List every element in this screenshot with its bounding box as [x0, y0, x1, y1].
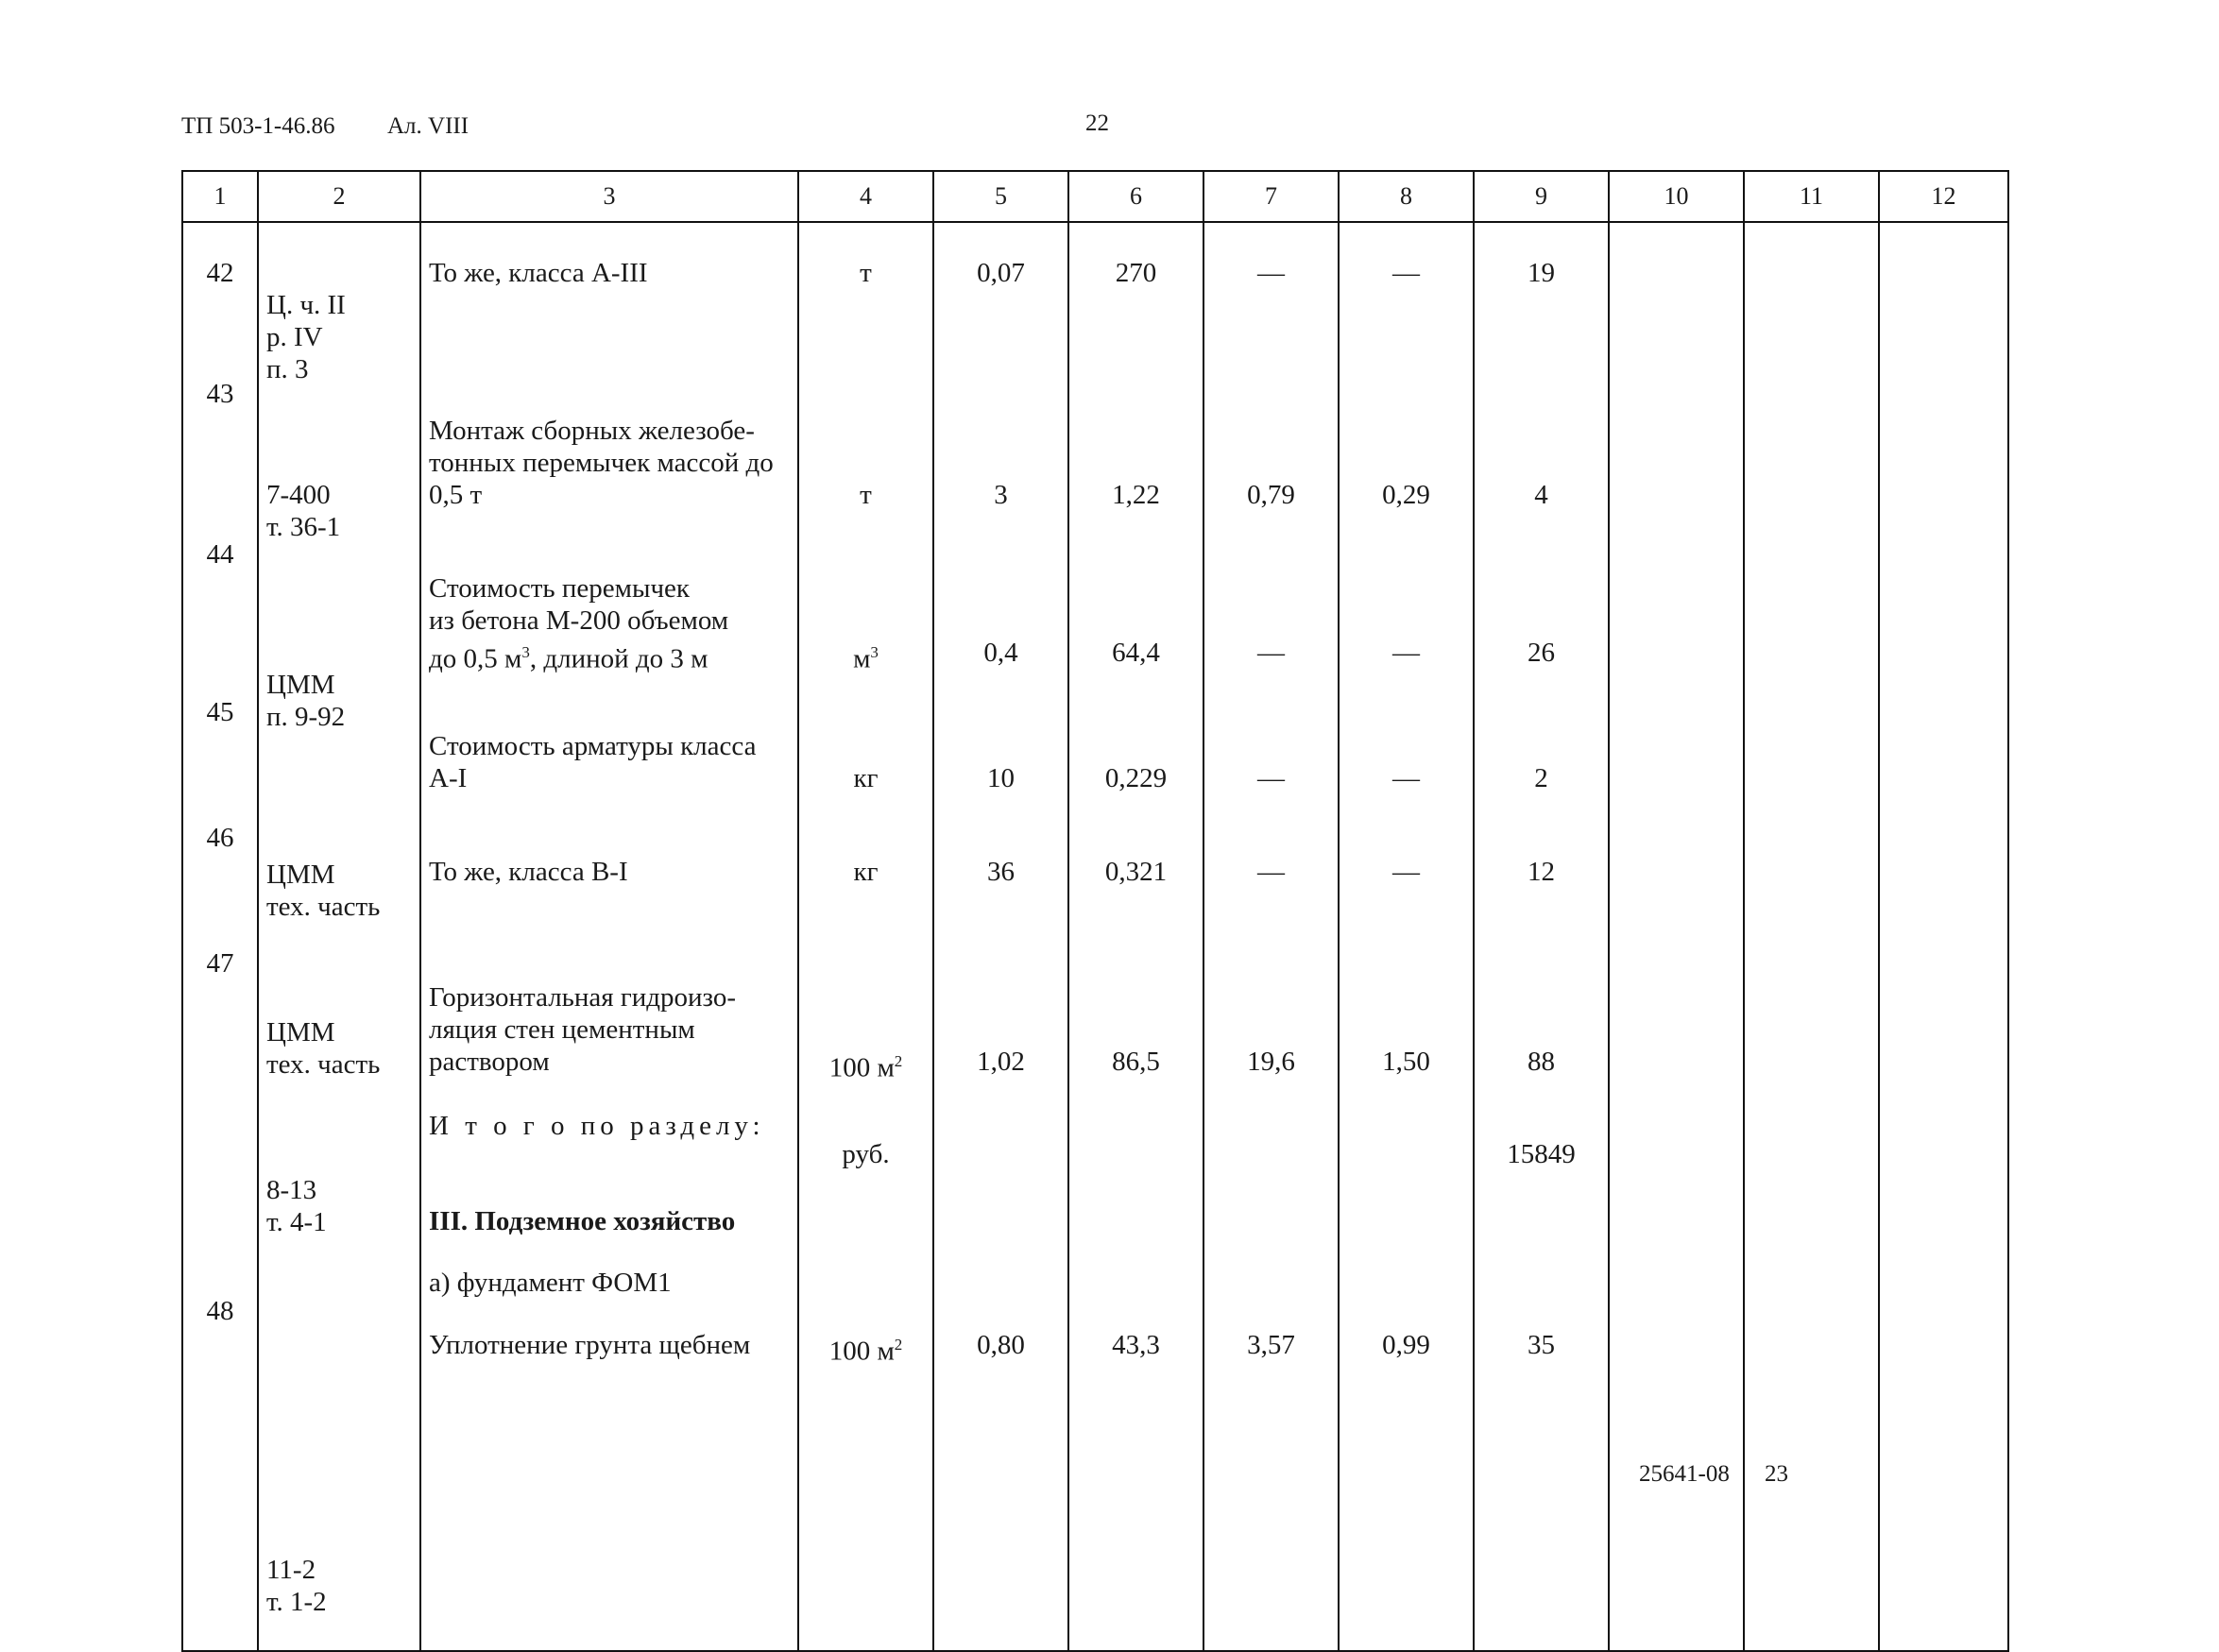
norm-reference: ЦММ тех. часть [266, 1017, 381, 1080]
norm-reference: Ц. ч. II р. IV п. 3 [266, 290, 346, 384]
section-total-label: И т о г о по разделу: [429, 1111, 765, 1141]
column-7 [1203, 222, 1339, 1651]
table-body-row [182, 222, 2008, 1651]
album-sheet: Ал. VIII [387, 113, 469, 139]
document-code: ТП 503-1-46.86 [181, 113, 335, 139]
norm-reference: 7-400 т. 36-1 [266, 480, 341, 542]
column-header: 6 [1068, 171, 1203, 222]
footer-code: 25641-08 [1639, 1461, 1730, 1487]
cell-value: — [1257, 258, 1285, 288]
work-description: Стоимость арматуры класса А-I [429, 731, 757, 793]
column-11 [1744, 222, 1879, 1651]
row-number: 46 [206, 823, 234, 853]
footer-page-number: 23 [1765, 1461, 1788, 1487]
column-9 [1474, 222, 1609, 1651]
subsection-title: а) фундамент ФОМ1 [429, 1268, 672, 1298]
norm-reference: 8-13 т. 4-1 [266, 1175, 327, 1237]
norm-reference: ЦММ тех. часть [266, 860, 381, 922]
cell-value: 35 [1528, 1330, 1555, 1360]
unit: 100 $м^2$ [828, 1336, 903, 1367]
norm-reference: ЦММ п. 9-92 [266, 670, 346, 732]
cell-value: — [1392, 638, 1420, 668]
column-header: 2 [258, 171, 420, 222]
unit: т [860, 480, 872, 510]
cell-value: 10 [987, 763, 1015, 793]
cell-value: 19 [1528, 258, 1555, 288]
work-description: Стоимость перемычек из бетона М-200 объемом до 0,5 $м^3$, длиной до 3 м [429, 573, 729, 674]
cell-value: 3 [994, 480, 1008, 510]
cell-value: 0,229 [1104, 763, 1168, 793]
column-header: 7 [1203, 171, 1339, 222]
cell-value: 0,29 [1382, 480, 1430, 510]
cell-value: 1,02 [977, 1047, 1025, 1077]
cell-value: 36 [987, 857, 1015, 887]
work-description: Горизонтальная гидроизо- ляция стен цементным раствором [429, 982, 737, 1077]
work-description: То же, класса А-III [429, 258, 648, 288]
row-number: 48 [206, 1296, 234, 1326]
column-header: 9 [1474, 171, 1609, 222]
section-title: III. Подземное хозяйство [429, 1206, 736, 1236]
column-8 [1339, 222, 1474, 1651]
cell-value: — [1257, 638, 1285, 668]
row-number: 45 [206, 697, 234, 727]
cell-value: — [1392, 763, 1420, 793]
column-12 [1879, 222, 2008, 1651]
description-column [420, 222, 798, 1651]
cell-value: 3,57 [1247, 1330, 1295, 1360]
column-header: 8 [1339, 171, 1474, 222]
column-header: 4 [798, 171, 933, 222]
cell-value: 19,6 [1247, 1047, 1295, 1077]
cell-value: — [1257, 763, 1285, 793]
row-number: 44 [206, 539, 234, 570]
cell-value: 12 [1528, 857, 1555, 887]
total-unit: руб. [842, 1139, 890, 1169]
cell-value: 26 [1528, 638, 1555, 668]
cell-value: 0,321 [1104, 857, 1168, 887]
column-number-row [182, 171, 2008, 222]
work-description: Монтаж сборных железобе- тонных перемычек массой до 0,5 т [429, 416, 774, 510]
unit: кг [853, 763, 879, 793]
estimate-table [181, 170, 2009, 1652]
cell-value: 0,07 [977, 258, 1025, 288]
cell-value: — [1257, 857, 1285, 887]
cell-value: 1,22 [1112, 480, 1160, 510]
cell-value: 88 [1528, 1047, 1555, 1077]
row-numbers-column [182, 222, 258, 1651]
cell-value: 0,79 [1247, 480, 1295, 510]
cell-value: 64,4 [1112, 638, 1160, 668]
cell-value: 86,5 [1112, 1047, 1160, 1077]
column-10 [1609, 222, 1744, 1651]
cell-value: 4 [1534, 480, 1548, 510]
unit: т [860, 258, 872, 288]
cell-value: — [1392, 857, 1420, 887]
unit-column [798, 222, 933, 1651]
cell-value: 43,3 [1112, 1330, 1160, 1360]
section-total-value: 15849 [1507, 1139, 1576, 1169]
norm-reference: 11-2 т. 1-2 [266, 1555, 327, 1617]
work-description: То же, класса В-I [429, 857, 628, 887]
row-number: 43 [206, 379, 234, 409]
page-number: 22 [1085, 111, 1109, 136]
cell-value: 0,80 [977, 1330, 1025, 1360]
cell-value: 0,4 [983, 638, 1018, 668]
column-header: 3 [420, 171, 798, 222]
reference-column [258, 222, 420, 1651]
cell-value: 270 [1115, 258, 1157, 288]
column-header: 1 [182, 171, 258, 222]
column-header: 5 [933, 171, 1068, 222]
row-number: 47 [206, 948, 234, 979]
column-5 [933, 222, 1068, 1651]
unit: $м^3$ [853, 643, 879, 674]
row-number: 42 [206, 258, 234, 288]
unit: 100 $м^2$ [828, 1052, 903, 1083]
cell-value: 2 [1534, 763, 1548, 793]
work-description: Уплотнение грунта щебнем [429, 1330, 751, 1360]
cell-value: 1,50 [1382, 1047, 1430, 1077]
column-header: 10 [1609, 171, 1744, 222]
column-6 [1068, 222, 1203, 1651]
column-header: 12 [1879, 171, 2008, 222]
cell-value: — [1392, 258, 1420, 288]
unit: кг [853, 857, 879, 887]
column-header: 11 [1744, 171, 1879, 222]
cell-value: 0,99 [1382, 1330, 1430, 1360]
